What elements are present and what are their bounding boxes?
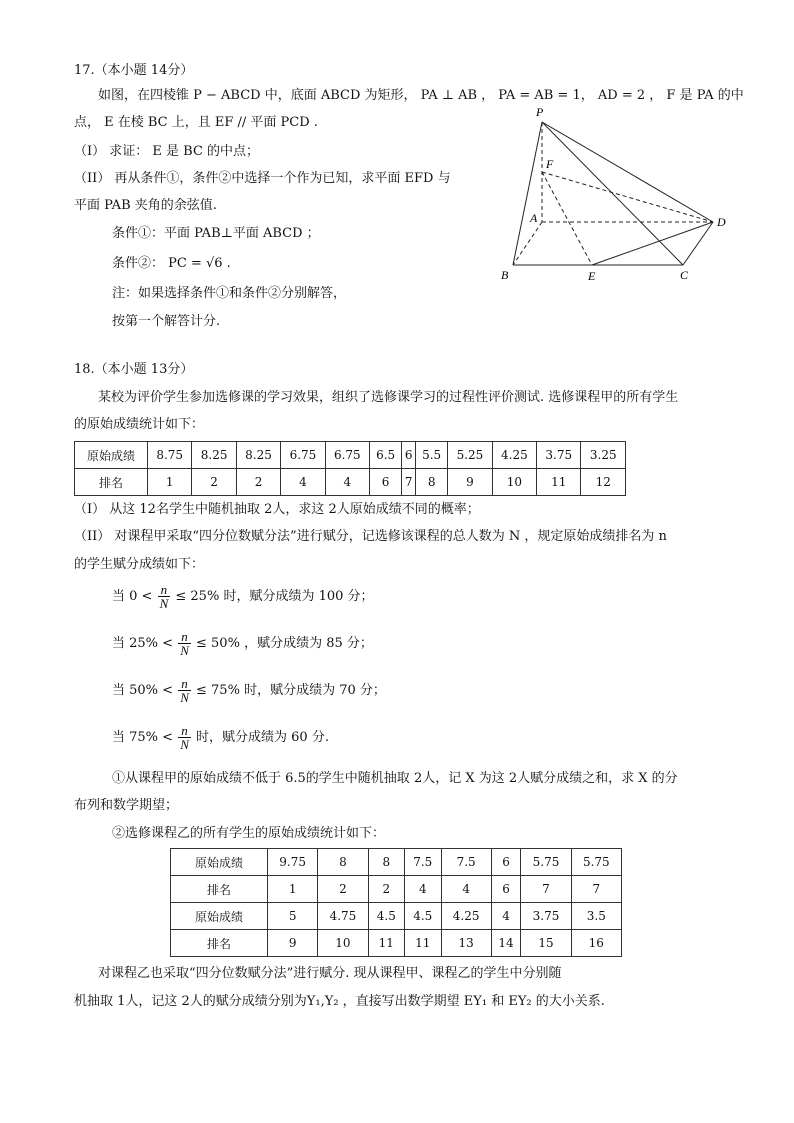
q18-sub1-line2: 布列和数学期望； xyxy=(74,798,179,813)
fraction-n-over-n xyxy=(178,724,191,751)
table-header: 原始成绩 xyxy=(75,442,148,469)
fraction-n-over-n xyxy=(158,583,171,610)
label-e: E xyxy=(588,269,596,283)
q17-part1: （I） 求证： E 是 BC 的中点； xyxy=(74,144,260,159)
table-cell: 2 xyxy=(318,876,368,903)
table-cell: 4 xyxy=(325,469,369,496)
numerator: n xyxy=(178,677,191,691)
table-cell: 10 xyxy=(318,930,368,957)
table-cell: 6 xyxy=(491,876,521,903)
rule-suffix: ≤ 50% ，赋分成绩为 85 分； xyxy=(196,636,373,651)
table-cell: 6.5 xyxy=(370,442,402,469)
q17-condition2: 条件②： PC = √6 . xyxy=(112,256,231,271)
scoring-rule-3 xyxy=(112,676,386,706)
table-cell: 11 xyxy=(368,930,404,957)
table-cell: 7 xyxy=(571,876,621,903)
course-b-score-table xyxy=(170,848,622,957)
table-cell: 3.25 xyxy=(581,442,626,469)
table-cell: 4 xyxy=(281,469,325,496)
course-a-score-table xyxy=(74,441,626,496)
table-cell: 10 xyxy=(492,469,536,496)
table-header: 原始成绩 xyxy=(171,903,268,930)
q17-condition1: 条件①：平面 PAB⊥平面 ABCD ； xyxy=(112,226,320,241)
table-cell: 8.25 xyxy=(192,442,236,469)
q17-part2-line1: （II） 再从条件①，条件②中选择一个作为已知，求平面 EFD 与 xyxy=(74,171,451,186)
table-cell: 1 xyxy=(268,876,318,903)
table-cell: 4.75 xyxy=(318,903,368,930)
table-row xyxy=(171,903,622,930)
denominator: N xyxy=(180,737,189,752)
scoring-rule-1 xyxy=(112,582,374,612)
scoring-rule-2 xyxy=(112,629,373,659)
rule-prefix: 当 50% < xyxy=(112,683,174,698)
table-cell: 7 xyxy=(402,469,416,496)
table-header: 排名 xyxy=(171,930,268,957)
table-cell: 6 xyxy=(402,442,416,469)
table-cell: 2 xyxy=(236,469,280,496)
table-cell: 14 xyxy=(491,930,521,957)
q18-final-line2: 机抽取 1人，记这 2人的赋分成绩分别为Y₁,Y₂ ，直接写出数学期望 EY₁ 和 EY₂ 的大小关系. xyxy=(74,994,605,1009)
q18-sub2: ②选修课程乙的所有学生的原始成绩统计如下： xyxy=(112,826,386,841)
rule-prefix: 当 75% < xyxy=(112,730,174,745)
rule-suffix: 时，赋分成绩为 60 分. xyxy=(196,730,329,745)
table-row xyxy=(171,876,622,903)
q18-part2-line1: （II） 对课程甲采取“四分位数赋分法”进行赋分，记选修该课程的总人数为 N ，规定原始成绩排名为 n xyxy=(74,529,667,544)
table-cell: 9.75 xyxy=(268,849,318,876)
table-cell: 5.5 xyxy=(416,442,448,469)
table-row xyxy=(75,442,626,469)
table-header: 排名 xyxy=(171,876,268,903)
table-cell: 8 xyxy=(368,849,404,876)
table-cell: 11 xyxy=(405,930,441,957)
table-cell: 6 xyxy=(491,849,521,876)
table-cell: 2 xyxy=(192,469,236,496)
q17-note-line1: 注：如果选择条件①和条件②分别解答， xyxy=(112,286,347,301)
q17-intro-line2: 点， E 在棱 BC 上，且 EF // 平面 PCD . xyxy=(74,115,318,130)
table-row xyxy=(75,469,626,496)
table-cell: 12 xyxy=(581,469,626,496)
table-cell: 5.75 xyxy=(571,849,621,876)
fraction-n-over-n xyxy=(178,630,191,657)
table-cell: 4.25 xyxy=(492,442,536,469)
table-cell: 7.5 xyxy=(405,849,441,876)
label-b: B xyxy=(501,268,509,282)
table-cell: 6.75 xyxy=(325,442,369,469)
denominator: N xyxy=(159,596,169,611)
rule-prefix: 当 25% < xyxy=(112,636,174,651)
numerator: n xyxy=(178,630,191,644)
table-cell: 4.5 xyxy=(368,903,404,930)
q18-intro-line2: 的原始成绩统计如下： xyxy=(74,417,205,432)
table-cell: 11 xyxy=(537,469,581,496)
table-cell: 8 xyxy=(416,469,448,496)
table-cell: 8.75 xyxy=(148,442,192,469)
table-cell: 8.25 xyxy=(236,442,280,469)
table-cell: 5.75 xyxy=(521,849,571,876)
table-cell: 15 xyxy=(521,930,571,957)
table-cell: 3.75 xyxy=(537,442,581,469)
label-f: F xyxy=(546,157,554,171)
table-cell: 6.75 xyxy=(281,442,325,469)
denominator: N xyxy=(180,643,189,658)
rule-prefix: 当 0 < xyxy=(112,589,153,604)
label-p: P xyxy=(536,105,544,119)
table-cell: 4 xyxy=(441,876,491,903)
table-cell: 4 xyxy=(491,903,521,930)
table-header: 原始成绩 xyxy=(171,849,268,876)
q18-intro-line1: 某校为评价学生参加选修课的学习效果，组织了选修课学习的过程性评价测试. 选修课程甲的所有学生 xyxy=(98,390,679,405)
table-header: 排名 xyxy=(75,469,148,496)
table-cell: 1 xyxy=(148,469,192,496)
label-d: D xyxy=(717,215,726,229)
q17-part2-line2: 平面 PAB 夹角的余弦值. xyxy=(74,198,217,213)
numerator: n xyxy=(158,583,171,597)
q18-sub1-line1: ①从课程甲的原始成绩不低于 6.5的学生中随机抽取 2人，记 X 为这 2人赋分成绩之和，求 X 的分 xyxy=(112,771,678,786)
fraction-n-over-n xyxy=(178,677,191,704)
table-cell: 13 xyxy=(441,930,491,957)
table-cell: 2 xyxy=(368,876,404,903)
table-cell: 9 xyxy=(268,930,318,957)
q17-note-line2: 按第一个解答计分. xyxy=(112,314,221,329)
table-cell: 7.5 xyxy=(441,849,491,876)
table-row xyxy=(171,849,622,876)
q18-part2-line2: 的学生赋分成绩如下： xyxy=(74,557,205,572)
table-cell: 6 xyxy=(370,469,402,496)
table-cell: 4 xyxy=(405,876,441,903)
q18-part1: （I） 从这 12名学生中随机抽取 2人，求这 2人原始成绩不同的概率； xyxy=(74,502,480,517)
table-cell: 5.25 xyxy=(448,442,492,469)
table-cell: 3.75 xyxy=(521,903,571,930)
denominator: N xyxy=(180,690,189,705)
rule-suffix: ≤ 75% 时，赋分成绩为 70 分； xyxy=(196,683,386,698)
q18-header: 18.（本小题 13分） xyxy=(74,362,194,377)
label-c: C xyxy=(680,268,689,282)
rule-suffix: ≤ 25% 时，赋分成绩为 100 分； xyxy=(175,589,374,604)
label-a: A xyxy=(530,211,538,225)
pyramid-figure xyxy=(495,102,735,287)
table-cell: 5 xyxy=(268,903,318,930)
table-cell: 4.5 xyxy=(405,903,441,930)
table-cell: 3.5 xyxy=(571,903,621,930)
table-row xyxy=(171,930,622,957)
q17-intro-line1: 如图，在四棱锥 P − ABCD 中，底面 ABCD 为矩形， PA ⊥ AB ， PA = AB = 1， AD = 2 ， F 是 PA 的中 xyxy=(98,88,744,103)
q18-final-line1: 对课程乙也采取“四分位数赋分法”进行赋分. 现从课程甲、课程乙的学生中分别随 xyxy=(98,966,562,981)
table-cell: 8 xyxy=(318,849,368,876)
numerator: n xyxy=(178,724,191,738)
table-cell: 7 xyxy=(521,876,571,903)
q17-header: 17.（本小题 14分） xyxy=(74,63,194,78)
table-cell: 16 xyxy=(571,930,621,957)
scoring-rule-4 xyxy=(112,723,329,753)
table-cell: 9 xyxy=(448,469,492,496)
table-cell: 4.25 xyxy=(441,903,491,930)
